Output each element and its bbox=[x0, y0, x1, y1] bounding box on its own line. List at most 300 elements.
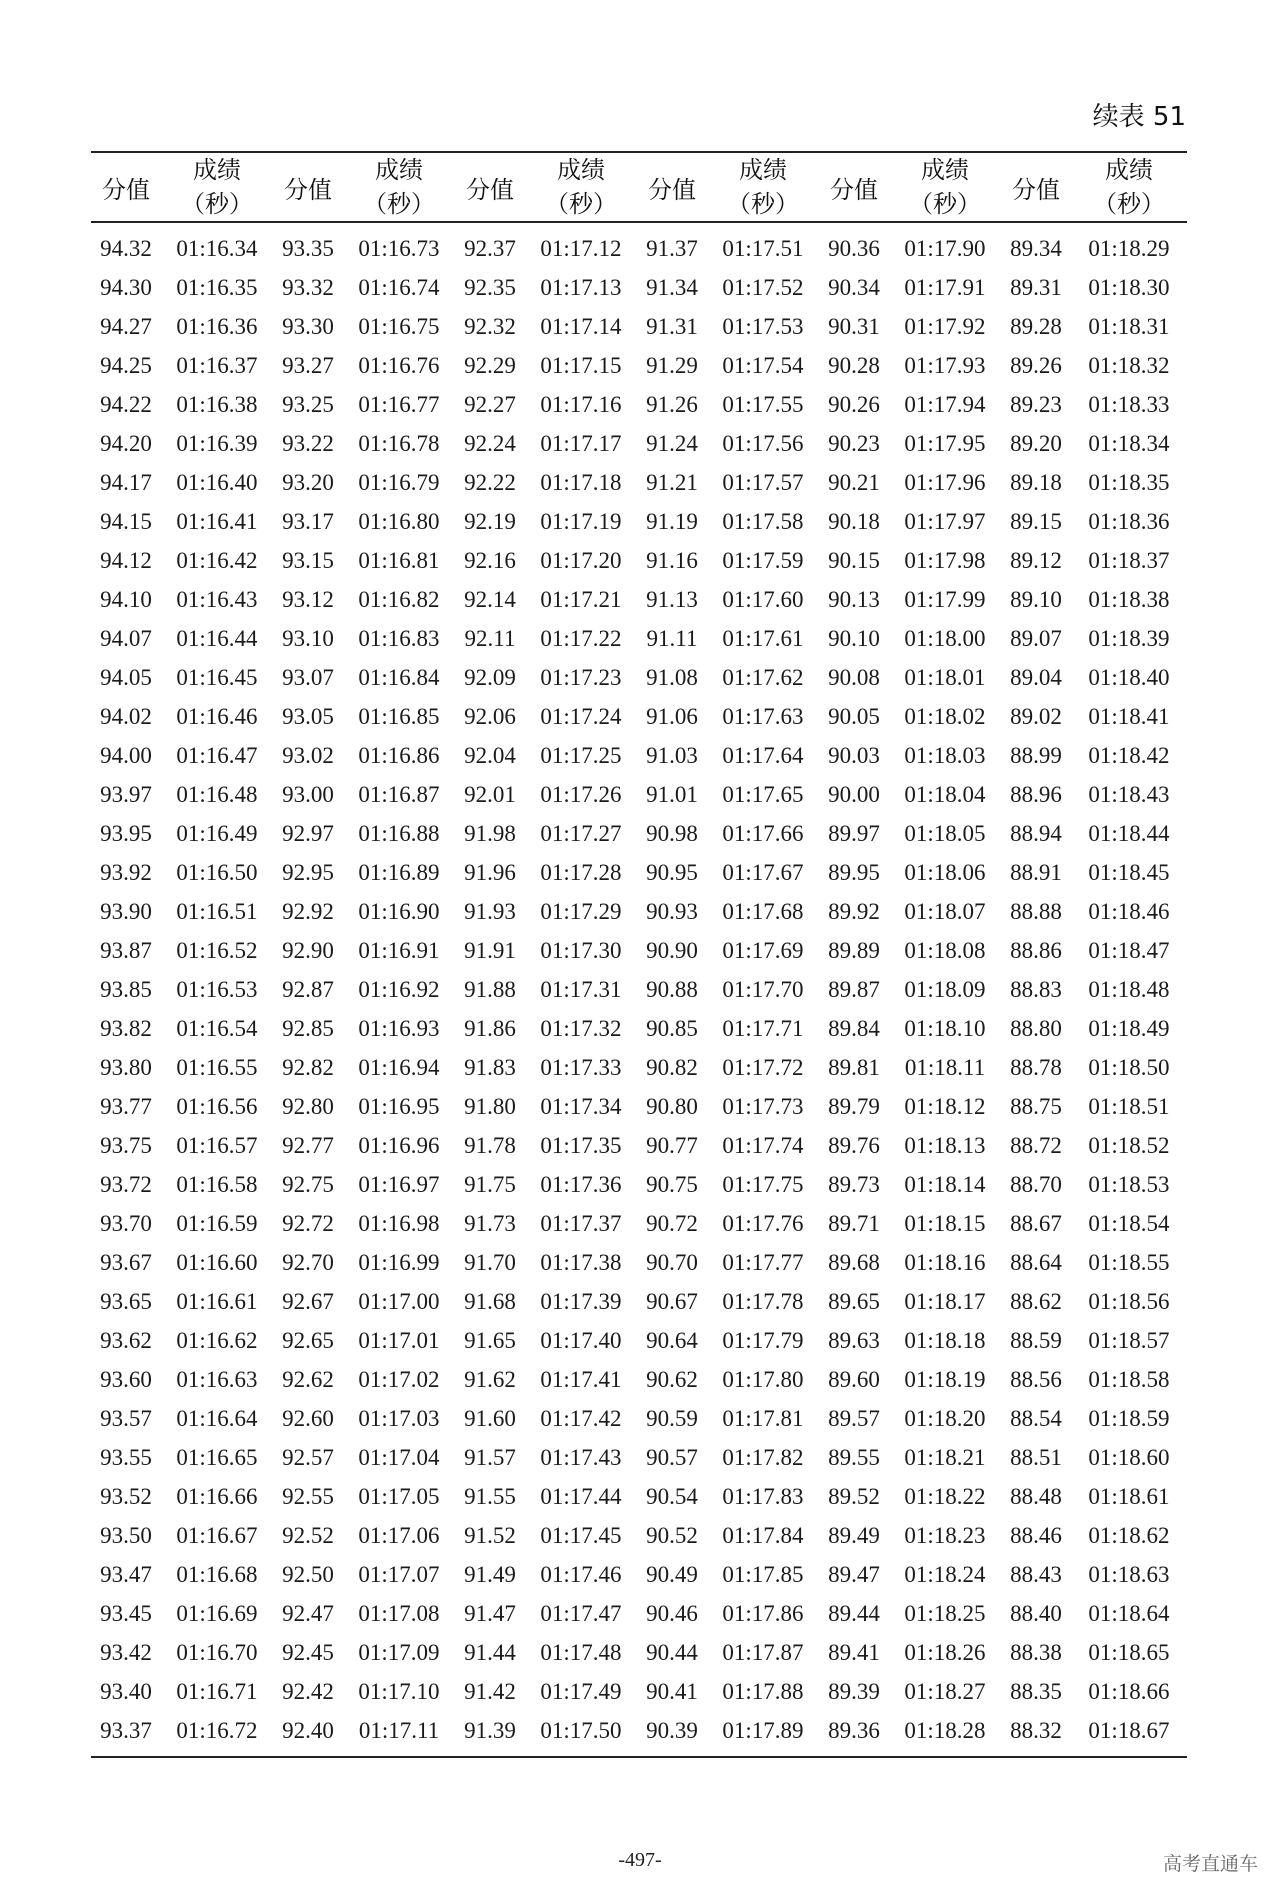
score-cell: 92.60 bbox=[282, 1405, 334, 1431]
score-cell: 90.05 bbox=[828, 703, 880, 729]
score-cell: 91.60 bbox=[464, 1405, 516, 1431]
result-cell: 01:17.76 bbox=[722, 1210, 804, 1236]
table-row bbox=[91, 697, 1187, 736]
score-cell: 91.01 bbox=[646, 781, 698, 807]
score-cell: 92.87 bbox=[282, 976, 334, 1002]
result-cell: 01:18.65 bbox=[1088, 1639, 1170, 1665]
result-cell: 01:17.24 bbox=[540, 703, 622, 729]
result-cell: 01:17.43 bbox=[540, 1444, 622, 1470]
score-cell: 94.05 bbox=[100, 664, 152, 690]
score-cell: 90.36 bbox=[828, 235, 880, 261]
score-cell: 90.64 bbox=[646, 1327, 698, 1353]
result-cell: 01:17.10 bbox=[358, 1678, 440, 1704]
result-cell: 01:17.25 bbox=[540, 742, 622, 768]
score-cell: 91.31 bbox=[646, 313, 698, 339]
table-row bbox=[91, 1477, 1187, 1516]
result-cell: 01:16.91 bbox=[358, 937, 440, 963]
result-cell: 01:17.99 bbox=[904, 586, 986, 612]
score-cell: 91.44 bbox=[464, 1639, 516, 1665]
result-cell: 01:17.75 bbox=[722, 1171, 804, 1197]
score-table bbox=[91, 151, 1187, 1758]
score-cell: 88.70 bbox=[1010, 1171, 1062, 1197]
result-cell: 01:17.21 bbox=[540, 586, 622, 612]
result-cell: 01:18.21 bbox=[904, 1444, 986, 1470]
result-cell: 01:16.47 bbox=[176, 742, 258, 768]
score-cell: 89.36 bbox=[819, 1711, 889, 1757]
result-cell: 01:18.57 bbox=[1088, 1327, 1170, 1353]
table-row bbox=[91, 1048, 1187, 1087]
result-cell: 01:18.12 bbox=[904, 1093, 986, 1119]
score-cell: 93.20 bbox=[282, 469, 334, 495]
result-cell: 01:17.45 bbox=[540, 1522, 622, 1548]
score-cell: 90.52 bbox=[646, 1522, 698, 1548]
score-cell: 93.82 bbox=[100, 1015, 152, 1041]
score-cell: 91.88 bbox=[464, 976, 516, 1002]
score-cell: 90.95 bbox=[646, 859, 698, 885]
result-cell: 01:17.72 bbox=[722, 1054, 804, 1080]
result-cell: 01:16.87 bbox=[358, 781, 440, 807]
score-cell: 88.78 bbox=[1010, 1054, 1062, 1080]
result-cell: 01:17.93 bbox=[904, 352, 986, 378]
watermark: 高考直通车 bbox=[1162, 1853, 1258, 1875]
score-cell: 91.57 bbox=[464, 1444, 516, 1470]
score-cell: 89.95 bbox=[828, 859, 880, 885]
result-cell: 01:16.69 bbox=[176, 1600, 258, 1626]
result-cell: 01:16.61 bbox=[176, 1288, 258, 1314]
score-cell: 88.48 bbox=[1010, 1483, 1062, 1509]
score-cell: 89.89 bbox=[828, 937, 880, 963]
result-cell: 01:17.69 bbox=[722, 937, 804, 963]
result-cell: 01:18.16 bbox=[904, 1249, 986, 1275]
score-cell: 89.87 bbox=[828, 976, 880, 1002]
score-cell: 91.86 bbox=[464, 1015, 516, 1041]
result-cell: 01:16.39 bbox=[176, 430, 258, 456]
score-cell: 89.41 bbox=[828, 1639, 880, 1665]
score-cell: 89.07 bbox=[1010, 625, 1062, 651]
score-cell: 89.84 bbox=[828, 1015, 880, 1041]
result-cell: 01:17.15 bbox=[540, 352, 622, 378]
result-cell: 01:17.38 bbox=[540, 1249, 622, 1275]
result-cell: 01:18.01 bbox=[904, 664, 986, 690]
score-cell: 93.95 bbox=[100, 820, 152, 846]
score-cell: 89.04 bbox=[1010, 664, 1062, 690]
score-cell: 90.57 bbox=[646, 1444, 698, 1470]
score-cell: 90.34 bbox=[828, 274, 880, 300]
result-cell: 01:17.80 bbox=[722, 1366, 804, 1392]
score-cell: 91.49 bbox=[464, 1561, 516, 1587]
score-cell: 89.71 bbox=[828, 1210, 880, 1236]
result-cell: 01:16.90 bbox=[358, 898, 440, 924]
score-cell: 89.12 bbox=[1010, 547, 1062, 573]
table-row bbox=[91, 1009, 1187, 1048]
table-row bbox=[91, 1516, 1187, 1555]
score-cell: 90.46 bbox=[646, 1600, 698, 1626]
score-cell: 92.19 bbox=[464, 508, 516, 534]
header-result-unit: （秒） bbox=[363, 190, 435, 218]
score-cell: 92.45 bbox=[282, 1639, 334, 1665]
result-cell: 01:17.47 bbox=[540, 1600, 622, 1626]
score-cell: 88.40 bbox=[1010, 1600, 1062, 1626]
table-row bbox=[91, 736, 1187, 775]
result-cell: 01:18.15 bbox=[904, 1210, 986, 1236]
result-cell: 01:18.18 bbox=[904, 1327, 986, 1353]
score-cell: 91.26 bbox=[646, 391, 698, 417]
result-cell: 01:17.83 bbox=[722, 1483, 804, 1509]
score-cell: 91.39 bbox=[455, 1711, 525, 1757]
result-cell: 01:18.08 bbox=[904, 937, 986, 963]
result-cell: 01:18.45 bbox=[1088, 859, 1170, 885]
table-row bbox=[91, 1555, 1187, 1594]
score-cell: 91.65 bbox=[464, 1327, 516, 1353]
result-cell: 01:17.62 bbox=[722, 664, 804, 690]
score-cell: 91.55 bbox=[464, 1483, 516, 1509]
score-cell: 90.54 bbox=[646, 1483, 698, 1509]
score-cell: 90.67 bbox=[646, 1288, 698, 1314]
score-cell: 90.75 bbox=[646, 1171, 698, 1197]
result-cell: 01:16.84 bbox=[358, 664, 440, 690]
table-row bbox=[91, 1243, 1187, 1282]
score-cell: 88.83 bbox=[1010, 976, 1062, 1002]
score-cell: 93.15 bbox=[282, 547, 334, 573]
result-cell: 01:17.12 bbox=[540, 235, 622, 261]
header-result-unit: （秒） bbox=[727, 190, 799, 218]
result-cell: 01:16.70 bbox=[176, 1639, 258, 1665]
score-cell: 92.90 bbox=[282, 937, 334, 963]
score-cell: 90.98 bbox=[646, 820, 698, 846]
score-cell: 93.67 bbox=[100, 1249, 152, 1275]
score-cell: 89.92 bbox=[828, 898, 880, 924]
score-cell: 93.00 bbox=[282, 781, 334, 807]
result-cell: 01:17.14 bbox=[540, 313, 622, 339]
score-cell: 93.45 bbox=[100, 1600, 152, 1626]
result-cell: 01:18.63 bbox=[1088, 1561, 1170, 1587]
result-cell: 01:17.02 bbox=[358, 1366, 440, 1392]
result-cell: 01:17.63 bbox=[722, 703, 804, 729]
result-cell: 01:17.81 bbox=[722, 1405, 804, 1431]
score-cell: 92.80 bbox=[282, 1093, 334, 1119]
result-cell: 01:17.50 bbox=[525, 1711, 637, 1757]
result-cell: 01:18.41 bbox=[1088, 703, 1170, 729]
table-row bbox=[91, 502, 1187, 541]
result-cell: 01:17.27 bbox=[540, 820, 622, 846]
score-cell: 93.80 bbox=[100, 1054, 152, 1080]
score-cell: 91.34 bbox=[646, 274, 698, 300]
score-cell: 88.43 bbox=[1010, 1561, 1062, 1587]
score-cell: 89.34 bbox=[1010, 235, 1062, 261]
result-cell: 01:18.40 bbox=[1088, 664, 1170, 690]
score-cell: 94.32 bbox=[100, 235, 152, 261]
result-cell: 01:17.58 bbox=[722, 508, 804, 534]
result-cell: 01:18.04 bbox=[904, 781, 986, 807]
result-cell: 01:16.98 bbox=[358, 1210, 440, 1236]
score-cell: 92.09 bbox=[464, 664, 516, 690]
result-cell: 01:16.73 bbox=[358, 235, 440, 261]
score-cell: 93.12 bbox=[282, 586, 334, 612]
table-row bbox=[91, 970, 1187, 1009]
result-cell: 01:16.89 bbox=[358, 859, 440, 885]
score-cell: 89.55 bbox=[828, 1444, 880, 1470]
result-cell: 01:18.42 bbox=[1088, 742, 1170, 768]
score-cell: 92.77 bbox=[282, 1132, 334, 1158]
result-cell: 01:16.60 bbox=[176, 1249, 258, 1275]
score-cell: 93.17 bbox=[282, 508, 334, 534]
result-cell: 01:17.06 bbox=[358, 1522, 440, 1548]
result-cell: 01:17.60 bbox=[722, 586, 804, 612]
result-cell: 01:16.48 bbox=[176, 781, 258, 807]
header-score: 分值 bbox=[637, 152, 707, 222]
score-cell: 89.49 bbox=[828, 1522, 880, 1548]
result-cell: 01:16.75 bbox=[358, 313, 440, 339]
result-cell: 01:17.79 bbox=[722, 1327, 804, 1353]
score-cell: 89.28 bbox=[1010, 313, 1062, 339]
score-cell: 91.52 bbox=[464, 1522, 516, 1548]
score-cell: 94.12 bbox=[100, 547, 152, 573]
result-cell: 01:17.88 bbox=[722, 1678, 804, 1704]
result-cell: 01:17.46 bbox=[540, 1561, 622, 1587]
score-cell: 93.70 bbox=[100, 1210, 152, 1236]
result-cell: 01:17.85 bbox=[722, 1561, 804, 1587]
result-cell: 01:18.58 bbox=[1088, 1366, 1170, 1392]
score-cell: 90.72 bbox=[646, 1210, 698, 1236]
result-cell: 01:17.41 bbox=[540, 1366, 622, 1392]
result-cell: 01:18.61 bbox=[1088, 1483, 1170, 1509]
score-cell: 93.10 bbox=[282, 625, 334, 651]
score-cell: 94.27 bbox=[100, 313, 152, 339]
score-cell: 89.02 bbox=[1010, 703, 1062, 729]
result-cell: 01:16.86 bbox=[358, 742, 440, 768]
score-cell: 91.78 bbox=[464, 1132, 516, 1158]
score-cell: 91.24 bbox=[646, 430, 698, 456]
result-cell: 01:18.02 bbox=[904, 703, 986, 729]
score-cell: 93.35 bbox=[282, 235, 334, 261]
result-cell: 01:16.94 bbox=[358, 1054, 440, 1080]
result-cell: 01:17.20 bbox=[540, 547, 622, 573]
score-cell: 93.27 bbox=[282, 352, 334, 378]
result-cell: 01:17.28 bbox=[540, 859, 622, 885]
score-cell: 88.38 bbox=[1010, 1639, 1062, 1665]
score-cell: 91.73 bbox=[464, 1210, 516, 1236]
score-cell: 92.14 bbox=[464, 586, 516, 612]
header-result-label: 成绩 bbox=[1105, 156, 1153, 184]
result-cell: 01:16.54 bbox=[176, 1015, 258, 1041]
result-cell: 01:18.66 bbox=[1088, 1678, 1170, 1704]
score-cell: 88.88 bbox=[1010, 898, 1062, 924]
score-cell: 90.13 bbox=[828, 586, 880, 612]
result-cell: 01:18.54 bbox=[1088, 1210, 1170, 1236]
result-cell: 01:16.43 bbox=[176, 586, 258, 612]
result-cell: 01:18.56 bbox=[1088, 1288, 1170, 1314]
score-cell: 88.75 bbox=[1010, 1093, 1062, 1119]
score-cell: 90.70 bbox=[646, 1249, 698, 1275]
result-cell: 01:18.19 bbox=[904, 1366, 986, 1392]
score-cell: 92.42 bbox=[282, 1678, 334, 1704]
result-cell: 01:18.38 bbox=[1088, 586, 1170, 612]
result-cell: 01:16.51 bbox=[176, 898, 258, 924]
result-cell: 01:17.01 bbox=[358, 1327, 440, 1353]
table-row bbox=[91, 1126, 1187, 1165]
score-cell: 94.02 bbox=[100, 703, 152, 729]
header-score: 分值 bbox=[1001, 152, 1071, 222]
result-cell: 01:18.50 bbox=[1088, 1054, 1170, 1080]
result-cell: 01:17.61 bbox=[722, 625, 804, 651]
score-cell: 91.21 bbox=[646, 469, 698, 495]
header-score: 分值 bbox=[455, 152, 525, 222]
table-row bbox=[91, 541, 1187, 580]
score-cell: 92.65 bbox=[282, 1327, 334, 1353]
score-cell: 89.73 bbox=[828, 1171, 880, 1197]
result-cell: 01:16.71 bbox=[176, 1678, 258, 1704]
score-cell: 92.95 bbox=[282, 859, 334, 885]
score-cell: 91.75 bbox=[464, 1171, 516, 1197]
table-row bbox=[91, 1711, 1187, 1757]
score-cell: 88.59 bbox=[1010, 1327, 1062, 1353]
table-row bbox=[91, 268, 1187, 307]
result-cell: 01:17.36 bbox=[540, 1171, 622, 1197]
score-cell: 88.86 bbox=[1010, 937, 1062, 963]
result-cell: 01:18.22 bbox=[904, 1483, 986, 1509]
score-cell: 89.26 bbox=[1010, 352, 1062, 378]
score-cell: 91.13 bbox=[646, 586, 698, 612]
table-row bbox=[91, 814, 1187, 853]
result-cell: 01:16.56 bbox=[176, 1093, 258, 1119]
result-cell: 01:17.68 bbox=[722, 898, 804, 924]
result-cell: 01:17.07 bbox=[358, 1561, 440, 1587]
table-row bbox=[91, 1165, 1187, 1204]
result-cell: 01:16.79 bbox=[358, 469, 440, 495]
result-cell: 01:17.89 bbox=[707, 1711, 819, 1757]
score-cell: 91.68 bbox=[464, 1288, 516, 1314]
result-cell: 01:17.86 bbox=[722, 1600, 804, 1626]
result-cell: 01:18.33 bbox=[1088, 391, 1170, 417]
score-cell: 89.63 bbox=[828, 1327, 880, 1353]
table-row bbox=[91, 424, 1187, 463]
result-cell: 01:18.11 bbox=[904, 1054, 986, 1080]
score-cell: 94.25 bbox=[100, 352, 152, 378]
result-cell: 01:18.14 bbox=[904, 1171, 986, 1197]
score-cell: 92.37 bbox=[464, 235, 516, 261]
score-cell: 94.30 bbox=[100, 274, 152, 300]
score-cell: 88.35 bbox=[1010, 1678, 1062, 1704]
score-cell: 90.23 bbox=[828, 430, 880, 456]
score-cell: 93.47 bbox=[100, 1561, 152, 1587]
result-cell: 01:17.92 bbox=[904, 313, 986, 339]
score-cell: 90.44 bbox=[646, 1639, 698, 1665]
result-cell: 01:17.31 bbox=[540, 976, 622, 1002]
score-cell: 92.55 bbox=[282, 1483, 334, 1509]
result-cell: 01:16.85 bbox=[358, 703, 440, 729]
score-cell: 92.32 bbox=[464, 313, 516, 339]
score-cell: 89.57 bbox=[828, 1405, 880, 1431]
score-cell: 92.16 bbox=[464, 547, 516, 573]
score-cell: 93.90 bbox=[100, 898, 152, 924]
result-cell: 01:17.03 bbox=[358, 1405, 440, 1431]
header-result-unit: （秒） bbox=[909, 190, 981, 218]
score-cell: 90.82 bbox=[646, 1054, 698, 1080]
score-cell: 91.70 bbox=[464, 1249, 516, 1275]
score-cell: 91.11 bbox=[646, 625, 698, 651]
score-cell: 90.08 bbox=[828, 664, 880, 690]
score-cell: 93.40 bbox=[100, 1678, 152, 1704]
result-cell: 01:18.48 bbox=[1088, 976, 1170, 1002]
score-cell: 93.55 bbox=[100, 1444, 152, 1470]
header-result bbox=[707, 152, 819, 222]
result-cell: 01:16.93 bbox=[358, 1015, 440, 1041]
result-cell: 01:17.34 bbox=[540, 1093, 622, 1119]
score-cell: 93.42 bbox=[100, 1639, 152, 1665]
result-cell: 01:17.70 bbox=[722, 976, 804, 1002]
score-cell: 91.98 bbox=[464, 820, 516, 846]
score-cell: 92.75 bbox=[282, 1171, 334, 1197]
result-cell: 01:16.49 bbox=[176, 820, 258, 846]
score-cell: 91.80 bbox=[464, 1093, 516, 1119]
result-cell: 01:18.31 bbox=[1088, 313, 1170, 339]
score-cell: 93.62 bbox=[100, 1327, 152, 1353]
header-result bbox=[1071, 152, 1187, 222]
table-row bbox=[91, 1594, 1187, 1633]
header-score: 分值 bbox=[91, 152, 161, 222]
score-cell: 89.81 bbox=[828, 1054, 880, 1080]
score-cell: 93.37 bbox=[91, 1711, 161, 1757]
result-cell: 01:18.26 bbox=[904, 1639, 986, 1665]
result-cell: 01:16.78 bbox=[358, 430, 440, 456]
table-row bbox=[91, 1321, 1187, 1360]
result-cell: 01:17.19 bbox=[540, 508, 622, 534]
score-cell: 90.10 bbox=[828, 625, 880, 651]
result-cell: 01:18.36 bbox=[1088, 508, 1170, 534]
result-cell: 01:16.80 bbox=[358, 508, 440, 534]
score-cell: 92.01 bbox=[464, 781, 516, 807]
result-cell: 01:16.65 bbox=[176, 1444, 258, 1470]
score-cell: 90.15 bbox=[828, 547, 880, 573]
score-cell: 88.32 bbox=[1001, 1711, 1071, 1757]
result-cell: 01:17.48 bbox=[540, 1639, 622, 1665]
result-cell: 01:16.53 bbox=[176, 976, 258, 1002]
result-cell: 01:17.30 bbox=[540, 937, 622, 963]
result-cell: 01:16.50 bbox=[176, 859, 258, 885]
score-cell: 90.26 bbox=[828, 391, 880, 417]
score-cell: 90.93 bbox=[646, 898, 698, 924]
score-cell: 92.06 bbox=[464, 703, 516, 729]
result-cell: 01:16.58 bbox=[176, 1171, 258, 1197]
score-cell: 90.80 bbox=[646, 1093, 698, 1119]
result-cell: 01:17.59 bbox=[722, 547, 804, 573]
score-cell: 92.47 bbox=[282, 1600, 334, 1626]
score-cell: 90.59 bbox=[646, 1405, 698, 1431]
score-cell: 92.40 bbox=[273, 1711, 343, 1757]
score-cell: 93.22 bbox=[282, 430, 334, 456]
result-cell: 01:16.42 bbox=[176, 547, 258, 573]
table-row bbox=[91, 658, 1187, 697]
result-cell: 01:16.38 bbox=[176, 391, 258, 417]
result-cell: 01:17.84 bbox=[722, 1522, 804, 1548]
score-cell: 93.07 bbox=[282, 664, 334, 690]
table-row bbox=[91, 1672, 1187, 1711]
score-cell: 94.20 bbox=[100, 430, 152, 456]
score-cell: 93.92 bbox=[100, 859, 152, 885]
result-cell: 01:16.41 bbox=[176, 508, 258, 534]
result-cell: 01:17.67 bbox=[722, 859, 804, 885]
table-row bbox=[91, 385, 1187, 424]
header-score: 分值 bbox=[819, 152, 889, 222]
score-cell: 90.88 bbox=[646, 976, 698, 1002]
score-cell: 91.08 bbox=[646, 664, 698, 690]
result-cell: 01:18.67 bbox=[1071, 1711, 1187, 1757]
score-cell: 93.02 bbox=[282, 742, 334, 768]
result-cell: 01:17.52 bbox=[722, 274, 804, 300]
result-cell: 01:18.29 bbox=[1088, 235, 1170, 261]
table-row bbox=[91, 307, 1187, 346]
header-row bbox=[91, 152, 1187, 222]
